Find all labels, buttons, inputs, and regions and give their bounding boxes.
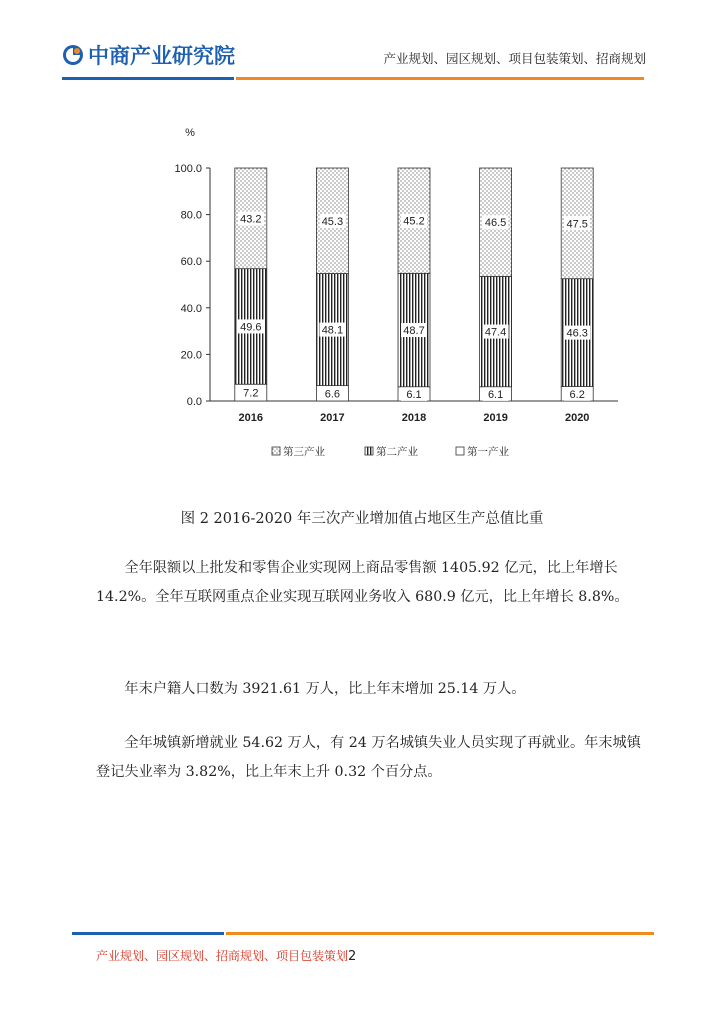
y-tick-label: 80.0 [180, 209, 202, 222]
data-label: 6.1 [406, 388, 422, 401]
data-label: 47.4 [484, 326, 507, 339]
data-label: 6.2 [569, 388, 585, 401]
chart-svg [160, 120, 630, 470]
header-tagline: 产业规划、园区规划、项目包装策划、招商规划 [383, 51, 646, 66]
data-label: 6.1 [487, 388, 504, 401]
legend-label: 第一产业 [467, 446, 509, 458]
x-tick-label: 2016 [238, 412, 264, 424]
legend-label: 第二产业 [376, 446, 418, 458]
y-unit-label: % [185, 127, 195, 139]
legend-swatch [456, 447, 464, 455]
paragraph-population: 年末户籍人口数为 3921.61 万人，比上年末增加 25.14 万人。 [124, 681, 526, 697]
y-tick-label: 0.0 [186, 396, 202, 408]
data-label: 46.5 [484, 217, 507, 230]
data-label: 49.6 [240, 321, 262, 334]
logo-text: 中商产业研究院 [88, 44, 235, 68]
paragraph-employment: 全年城镇新增就业 54.62 万人，有 24 万名城镇失业人员实现了再就业。年末城镇登记失业率为 3.82%，比上年末上升 0.32 个百分点。 [96, 735, 641, 780]
y-tick-label: 60.0 [180, 256, 202, 269]
data-label: 45.2 [403, 215, 425, 228]
footer-divider-blue [72, 932, 224, 935]
logo-mark-icon [62, 44, 84, 66]
page-header [0, 0, 724, 90]
data-label: 43.2 [240, 213, 262, 226]
data-label: 6.6 [324, 388, 341, 401]
legend-label: 第三产业 [283, 446, 325, 458]
legend-swatch [365, 447, 373, 455]
y-tick-label: 20.0 [180, 349, 202, 362]
y-tick-label: 40.0 [180, 302, 202, 315]
data-label: 45.3 [321, 215, 344, 228]
page-number: 2 [348, 949, 357, 964]
x-tick-label: 2017 [320, 412, 345, 424]
paragraph-online-retail: 全年限额以上批发和零售企业实现网上商品零售额 1405.92 亿元，比上年增长 14.2%。全年互联网重点企业实现互联网业务收入 680.9 亿元，比上年增长 8.8%。 [96, 560, 629, 605]
data-label: 48.7 [403, 325, 425, 338]
legend-swatch [272, 447, 280, 455]
x-tick-label: 2018 [401, 412, 427, 424]
data-label: 46.3 [566, 327, 588, 340]
footer-text [96, 947, 356, 964]
data-label: 48.1 [321, 324, 344, 337]
logo [62, 40, 235, 70]
footer-divider-orange [226, 932, 654, 935]
data-label: 47.5 [566, 218, 588, 231]
x-tick-label: 2020 [564, 412, 590, 424]
figure-caption: 图 2 2016-2020 年三次产业增加值占地区生产总值比重 [180, 511, 544, 527]
x-tick-label: 2019 [483, 412, 508, 424]
stacked-bar-chart [160, 120, 630, 470]
header-divider-orange [236, 77, 644, 80]
data-label: 7.2 [243, 387, 259, 400]
footer-label: 产业规划、园区规划、招商规划、项目包装策划 [96, 949, 349, 963]
header-divider-blue [62, 77, 234, 80]
y-tick-label: 100.0 [174, 163, 202, 175]
